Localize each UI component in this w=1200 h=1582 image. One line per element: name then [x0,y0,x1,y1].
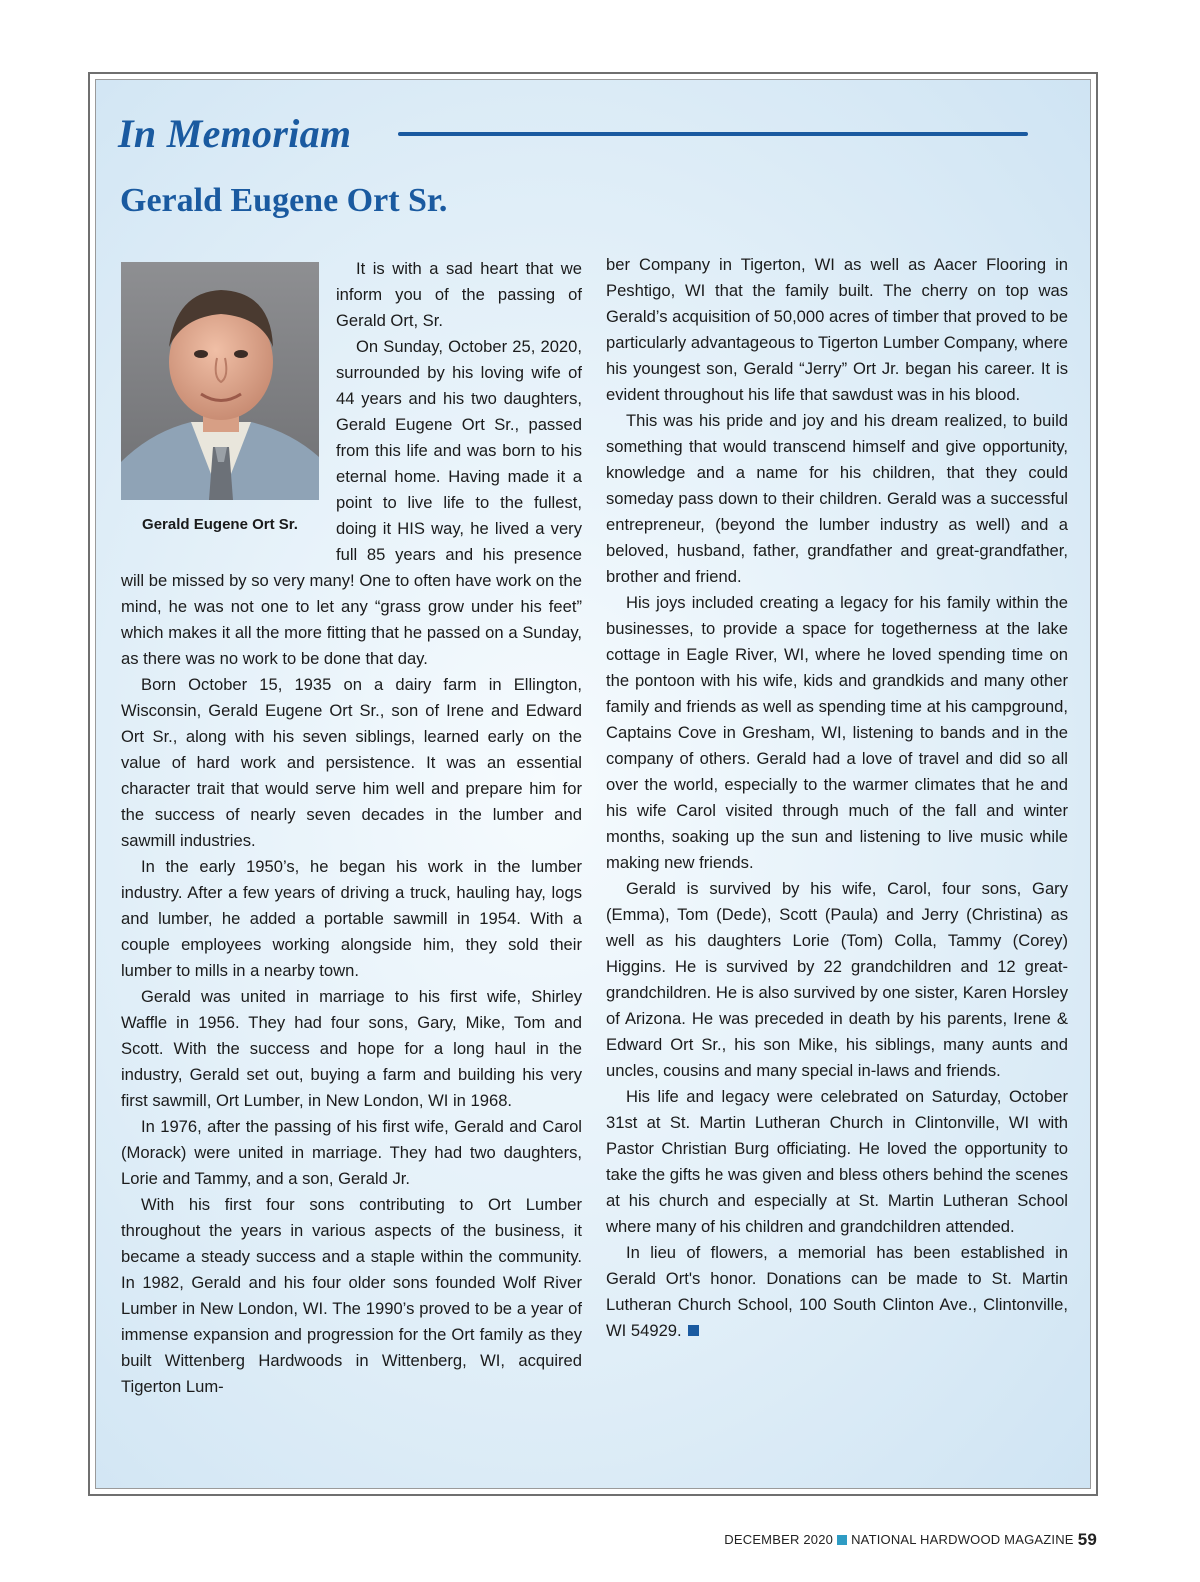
section-title: In Memoriam [118,111,352,156]
paragraph: Gerald was united in marriage to his first wife, Shirley Waffle in 1956. They had four sons, Gary, Mike, Tom and Scott. With the success and hope for a long haul in the industry, Gerald set out, buying a farm and building his very first sawmill, Ort Lumber, in New London, WI in 1968. [121,987,582,1110]
footer-square-icon [837,1535,847,1545]
article-column-right [606,252,1068,1344]
paragraph [606,1240,1068,1344]
paragraph: It is with a sad heart that we inform you of the passing of Gerald Ort, Sr. [336,259,582,330]
photo-float-space [121,256,336,556]
paragraph: His joys included creating a legacy for his family within the businesses, to provide a space for togetherness at the lake cottage in Eagle River, WI, where he loved spending time on the pontoon with his wife, kids and grandkids and many other family and friends as well as spending time at his campground, Captains Cove in Gresham, WI, listening to bands and in the company of others. Gerald had a love of travel and did so all over the world, especially to the warmer climates that he and his wife Carol visited through much of the fall and winter months, soaking up the sun and listening to live music while making new friends. [606,593,1068,872]
closing-text: In lieu of flowers, a memorial has been established in Gerald Ort's honor. Donations can be made to St. Martin Lutheran Church School, 100 South Clinton Ave., Clintonville, WI 54929. [606,1243,1068,1340]
page-number: 59 [1077,1530,1097,1549]
title-rule [398,132,1028,136]
paragraph: Gerald is survived by his wife, Carol, four sons, Gary (Emma), Tom (Dede), Scott (Paula) and Jerry (Christina) as well as his daughters Lorie (Tom) Colla, Tammy (Corey) Higgins. He is survived by 22 grandchildren and 12 great-grandchildren. He is also survived by one sister, Karen Horsley of Arizona. He was preceded in death by his parents, Irene & Edward Ort Sr., his son Mike, his siblings, many aunts and uncles, cousins and many special in-laws and friends. [606,879,1068,1080]
page-footer [724,1530,1097,1550]
obituary-headline: Gerald Eugene Ort Sr. [120,182,448,219]
photo-caption: Gerald Eugene Ort Sr. [142,516,298,533]
paragraph: On Sunday, October 25, 2020, surrounded by his loving wife of 44 years and his two daughters, Gerald Eugene Ort Sr., passed from this life and was born to his eternal home. Having made it a point to live life to the fullest, doing it HIS way, he lived a very full 85 years and his presence will be missed by so very many! One to often have work on the mind, he was not one to let any “grass grow under his feet” which makes it all the more fitting that he passed on a Sunday, as there was no work to be done that day. [121,337,582,668]
paragraph: Born October 15, 1935 on a dairy farm in Ellington, Wisconsin, Gerald Eugene Ort Sr., son of Irene and Edward Ort Sr., along with his seven siblings, learned early on the value of hard work and persistence. It was an essential character trait that would serve him well and prepare him for the success of nearly seven decades in the lumber and sawmill industries. [121,675,582,850]
paragraph: His life and legacy were celebrated on Saturday, October 31st at St. Martin Lutheran Church in Clintonville, WI with Pastor Christian Burg officiating. He loved the opportunity to take the gifts he was given and bless others behind the scenes at his church and especially at St. Martin Lutheran School where many of his children and grandchildren attended. [606,1087,1068,1236]
paragraph: With his first four sons contributing to Ort Lumber throughout the years in various aspects of the business, it became a steady success and a staple within the community. In 1982, Gerald and his four older sons founded Wolf River Lumber in New London, WI. The 1990’s proved to be a year of immense expansion and progression for the Ort family as they built Wittenberg Hardwoods in Wittenberg, WI, acquired Tigerton Lum- [121,1195,582,1396]
footer-magazine: NATIONAL HARDWOOD MAGAZINE [851,1532,1074,1547]
article-column-left [121,256,582,1400]
paragraph: ber Company in Tigerton, WI as well as Aacer Flooring in Peshtigo, WI that the family built. The cherry on top was Gerald’s acquisition of 50,000 acres of timber that proved to be particularly advantageous to Tigerton Lumber Company, where his youngest son, Gerald “Jerry” Ort Jr. began his career. It is evident throughout his life that sawdust was in his blood. [606,255,1068,404]
paragraph: In the early 1950’s, he began his work in the lumber industry. After a few years of driving a truck, hauling hay, logs and lumber, he added a portable sawmill in 1954. With a couple employees working alongside him, they sold their lumber to mills in a nearby town. [121,857,582,980]
end-mark-icon [688,1325,699,1336]
paragraph: In 1976, after the passing of his first wife, Gerald and Carol (Morack) were united in marriage. They had two daughters, Lorie and Tammy, and a son, Gerald Jr. [121,1117,582,1188]
paragraph: This was his pride and joy and his dream realized, to build something that would transcend himself and give opportunity, knowledge and a name for his children, that they could someday pass down to their children. Gerald was a successful entrepreneur, (beyond the lumber industry as well) and a beloved, husband, father, grandfather and great-grandfather, brother and friend. [606,411,1068,586]
footer-date: DECEMBER 2020 [724,1532,834,1547]
